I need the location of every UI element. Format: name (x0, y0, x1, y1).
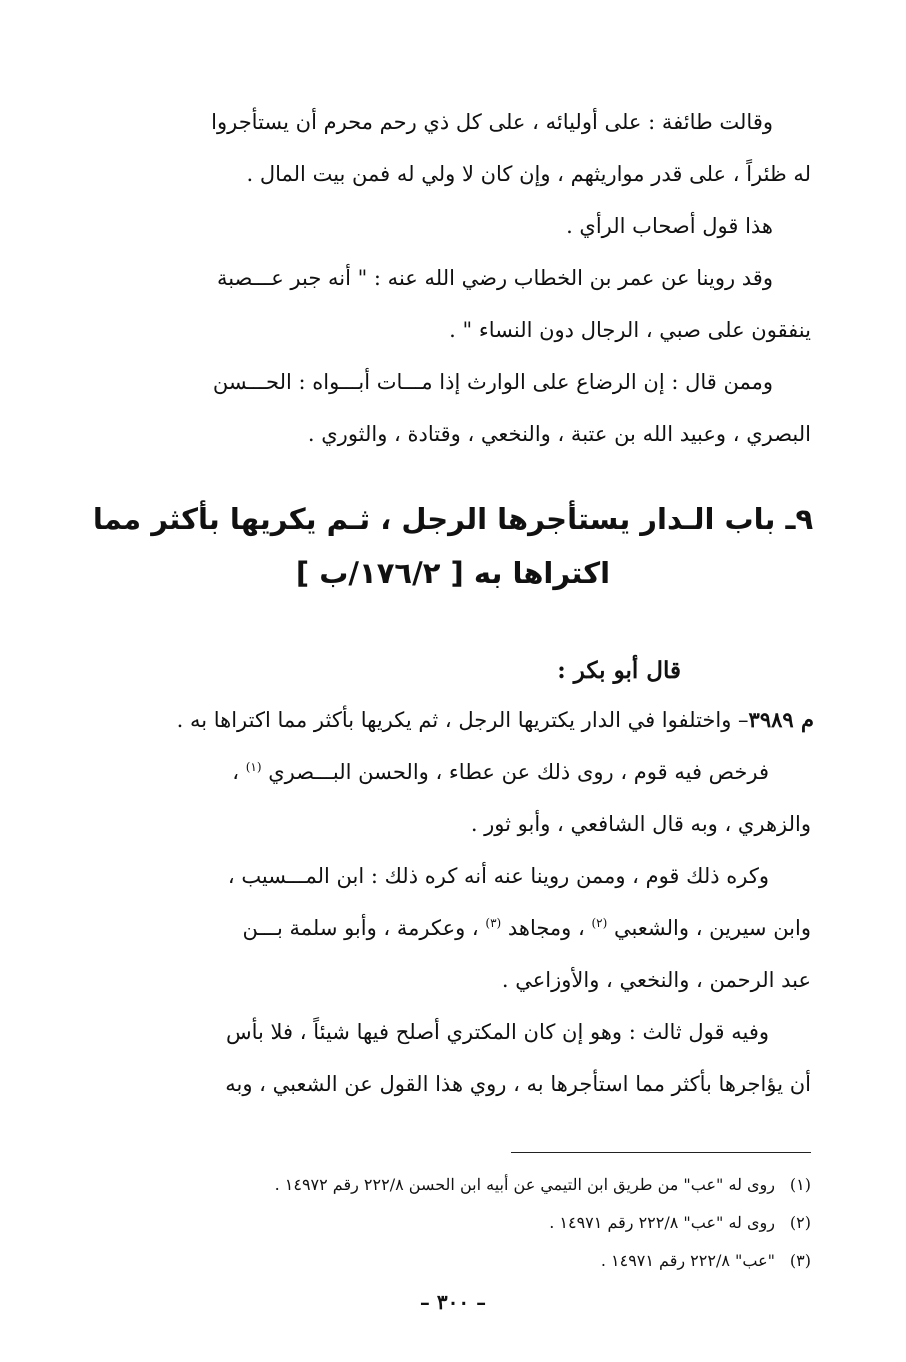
text-line: وقد روينا عن عمر بن الخطاب رضي الله عنه : " أنه جبر عـــصبة (216, 266, 773, 290)
chapter-heading-line2: اكتراها به [ ١٧٦/٢/ب ] (295, 556, 611, 590)
text-line (90, 746, 814, 798)
entry-3989 (90, 694, 814, 1110)
entry-first-line (90, 694, 814, 746)
text-line (90, 902, 814, 954)
opening-paragraphs (91, 96, 811, 460)
text-line: وممن قال : إن الرضاع على الوارث إذا مـــات أبـــواه : الحـــسن (212, 370, 773, 394)
footnote-item (91, 1204, 811, 1242)
footnotes (91, 1166, 811, 1280)
footnote-item (91, 1242, 811, 1280)
footnote-ref: (١) (245, 760, 262, 774)
entry-number: م ٣٩٨٩ (748, 707, 814, 732)
text-segment: ، وعكرمة ، وأبو سلمة بـــن (242, 916, 486, 940)
footnote-text: روى له "عب" من طريق ابن التيمي عن أبيه ابن الحسن ٢٢٢/٨ رقم ١٤٩٧٢ . (274, 1175, 775, 1194)
page-number: – ٣٠٠ – (419, 1290, 487, 1314)
text-line: ينفقون على صبي ، الرجال دون النساء " . (449, 318, 811, 342)
text-segment: وابن سيرين ، والشعبي (607, 916, 811, 940)
text-line: والزهري ، وبه قال الشافعي ، وأبو ثور . (470, 812, 811, 836)
footnote-text: روى له "عب" ٢٢٢/٨ رقم ١٤٩٧١ . (549, 1213, 775, 1232)
chapter-heading-line1: ٩ـ باب الـدار يستأجرها الرجل ، ثـم يكريها بأكثر مما (92, 502, 814, 536)
footnote-ref: (٢) (591, 916, 608, 930)
footnote-number: (٣) (789, 1251, 811, 1270)
text-line: وكره ذلك قوم ، وممن روينا عنه أنه كره ذلك : ابن المـــسيب ، (227, 864, 769, 888)
text-line: عبد الرحمن ، والنخعي ، والأوزاعي . (501, 968, 811, 992)
author-label: قال أبو بكر : (557, 657, 681, 684)
chapter-heading (80, 492, 826, 600)
text-segment: فرخص فيه قوم ، روى ذلك عن عطاء ، والحسن البـــصري (268, 760, 769, 784)
footnote-item (91, 1166, 811, 1204)
entry-text: – واختلفوا في الدار يكتريها الرجل ، ثم يكريها بأكثر مما اكتراها به . (176, 708, 749, 732)
footnote-number: (٢) (789, 1213, 811, 1232)
text-line: هذا قول أصحاب الرأي . (566, 214, 773, 238)
text-line: له ظئراً ، على قدر مواريثهم ، وإن كان لا ولي له فمن بيت المال . (246, 162, 811, 186)
text-line: وفيه قول ثالث : وهو إن كان المكتري أصلح فيها شيئاً ، فلا بأس (225, 1020, 769, 1044)
text-segment: ، ومجاهد (501, 916, 592, 940)
footnote-ref: (٣) (485, 916, 502, 930)
text-segment: ، (232, 760, 246, 784)
text-line: أن يؤاجرها بأكثر مما استأجرها به ، روي هذا القول عن الشعبي ، وبه (225, 1072, 811, 1096)
footnote-divider (511, 1152, 811, 1153)
footnote-number: (١) (789, 1175, 811, 1194)
text-line: وقالت طائفة : على أوليائه ، على كل ذي رحم محرم أن يستأجروا (211, 110, 773, 134)
footnote-text: "عب" ٢٢٢/٨ رقم ١٤٩٧١ . (600, 1251, 775, 1270)
text-line: البصري ، وعبيد الله بن عتبة ، والنخعي ، وقتادة ، والثوري . (307, 422, 811, 446)
